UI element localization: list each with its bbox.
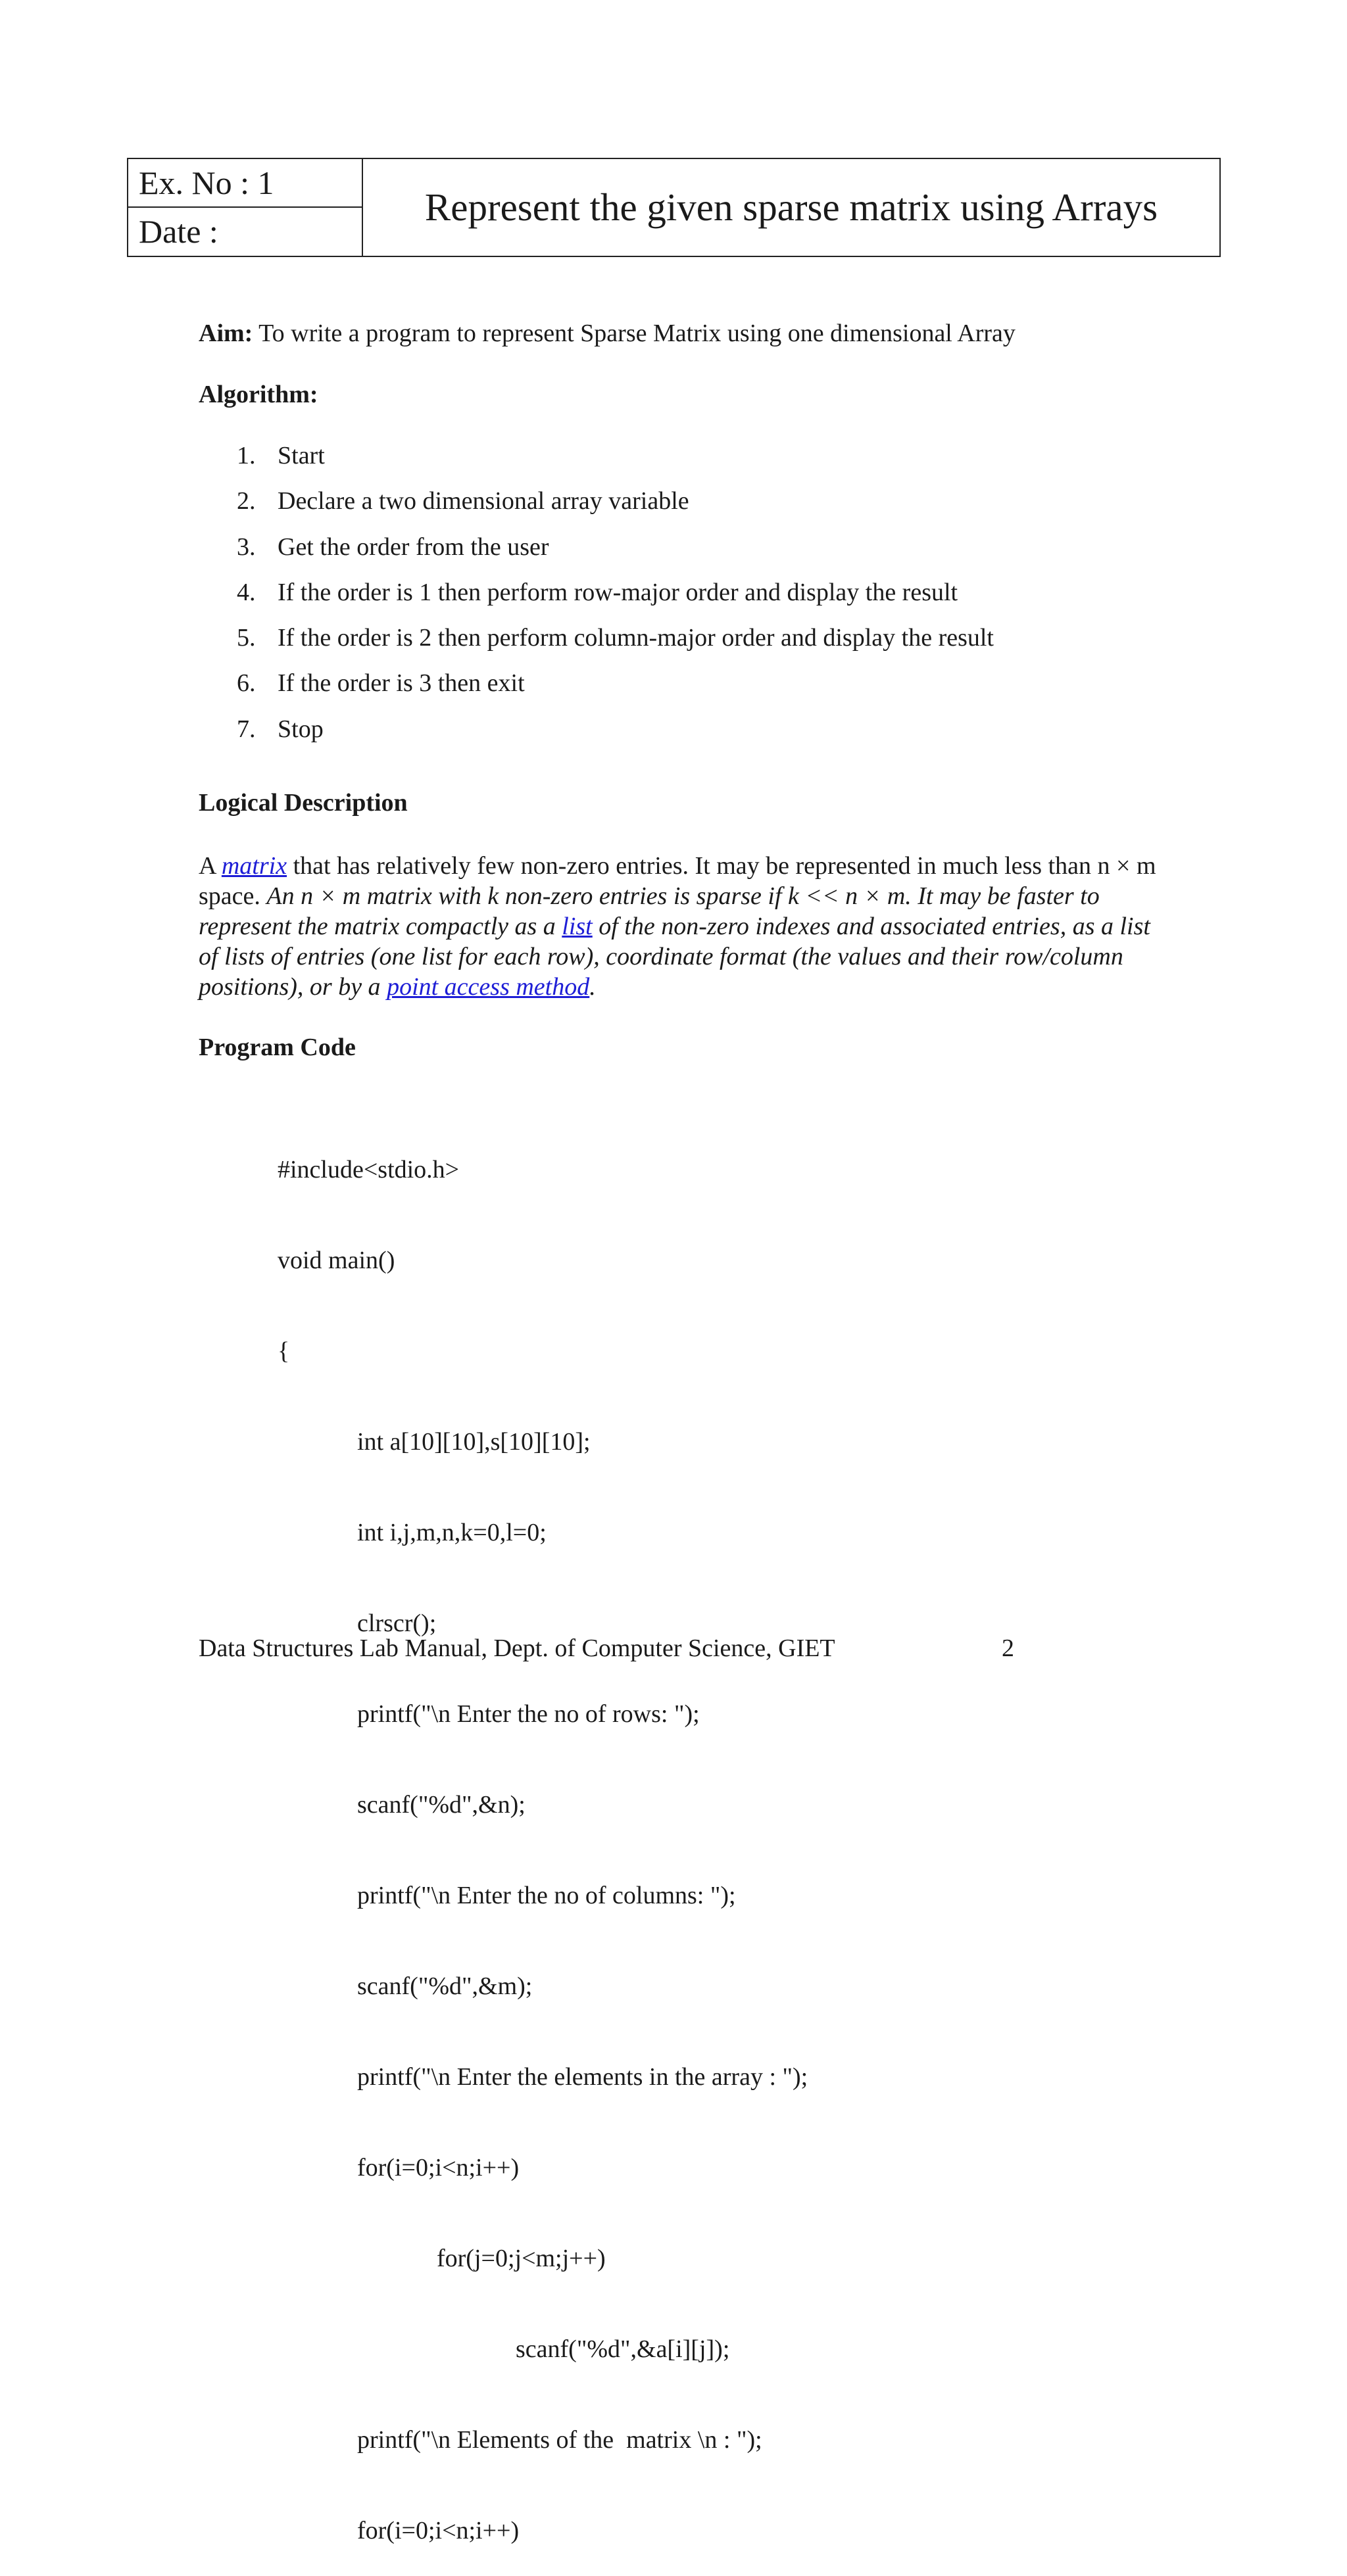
logical-description-paragraph [199,851,1159,1002]
code-line: printf("\n Enter the elements in the array : "); [357,2063,808,2091]
page-footer: Data Structures Lab Manual, Dept. of Computer Science, GIET [199,1634,835,1662]
step-text: If the order is 1 then perform row-major order and display the result [278,578,958,606]
logical-description-heading: Logical Description [199,789,408,817]
code-line: int i,j,m,n,k=0,l=0; [357,1519,547,1546]
code-line: printf("\n Elements of the matrix \n : "); [357,2426,762,2454]
code-line: { [278,1337,290,1365]
step-number: 4. [237,578,256,606]
aim-line [199,318,1016,348]
para-italic-text: An n × m matrix with k non-zero entries is sparse if k << n × m. It may be faster to represent the matrix compactly as a [199,882,1100,940]
list-link[interactable]: list [562,913,593,940]
header-table [127,158,1221,257]
aim-label: Aim: [199,320,253,347]
step-number: 2. [237,487,256,515]
step-number: 7. [237,715,256,743]
program-code-heading: Program Code [199,1034,356,1061]
para-italic-text: . [589,973,596,1001]
exercise-number: Ex. No : 1 [128,159,362,208]
code-line: clrscr(); [357,1610,437,1637]
code-line: printf("\n Enter the no of rows: "); [357,1700,700,1728]
code-line: for(i=0;i<n;i++) [357,2517,520,2544]
code-line: int a[10][10],s[10][10]; [357,1428,591,1456]
step-number: 6. [237,669,256,698]
code-line: for(j=0;j<m;j++) [437,2245,606,2272]
step-text: If the order is 2 then perform column-major order and display the result [278,624,994,652]
program-code-block [278,1094,808,2576]
step-number: 5. [237,624,256,652]
code-line: scanf("%d",&n); [357,1791,526,1819]
exercise-date: Date : [139,213,218,250]
point-access-method-link[interactable]: point access method [387,973,590,1001]
code-line: for(i=0;i<n;i++) [357,2154,520,2182]
code-line: scanf("%d",&a[i][j]); [516,2335,730,2363]
header-left-column [128,159,363,256]
page-number: 2 [1002,1634,1014,1662]
para-italic-text: of the non-zero indexes and associated entries, as a list of lists of entries (one list for each row), coordinate format (the values and their row/column positions), or by a [199,913,1150,1001]
algorithm-heading: Algorithm: [199,381,318,408]
step-text: If the order is 3 then exit [278,669,525,698]
code-line: scanf("%d",&m); [357,1972,533,2000]
step-text: Start [278,442,325,469]
matrix-link[interactable]: matrix [221,852,287,880]
step-text: Stop [278,715,324,743]
code-line: void main() [278,1247,395,1274]
para-text: A [199,852,222,880]
code-line: #include<stdio.h> [278,1156,460,1183]
step-number: 3. [237,533,256,561]
step-text: Declare a two dimensional array variable [278,487,689,515]
para-text: that has relatively few non-zero entries. It may be represented in much less than n × m space. [199,852,1156,910]
step-text: Get the order from the user [278,533,549,561]
page-title: Represent the given sparse matrix using Arrays [424,185,1158,229]
step-number: 1. [237,442,256,469]
aim-text: To write a program to represent Sparse Matrix using one dimensional Array [253,320,1016,347]
code-line: printf("\n Enter the no of columns: "); [357,1882,736,1909]
